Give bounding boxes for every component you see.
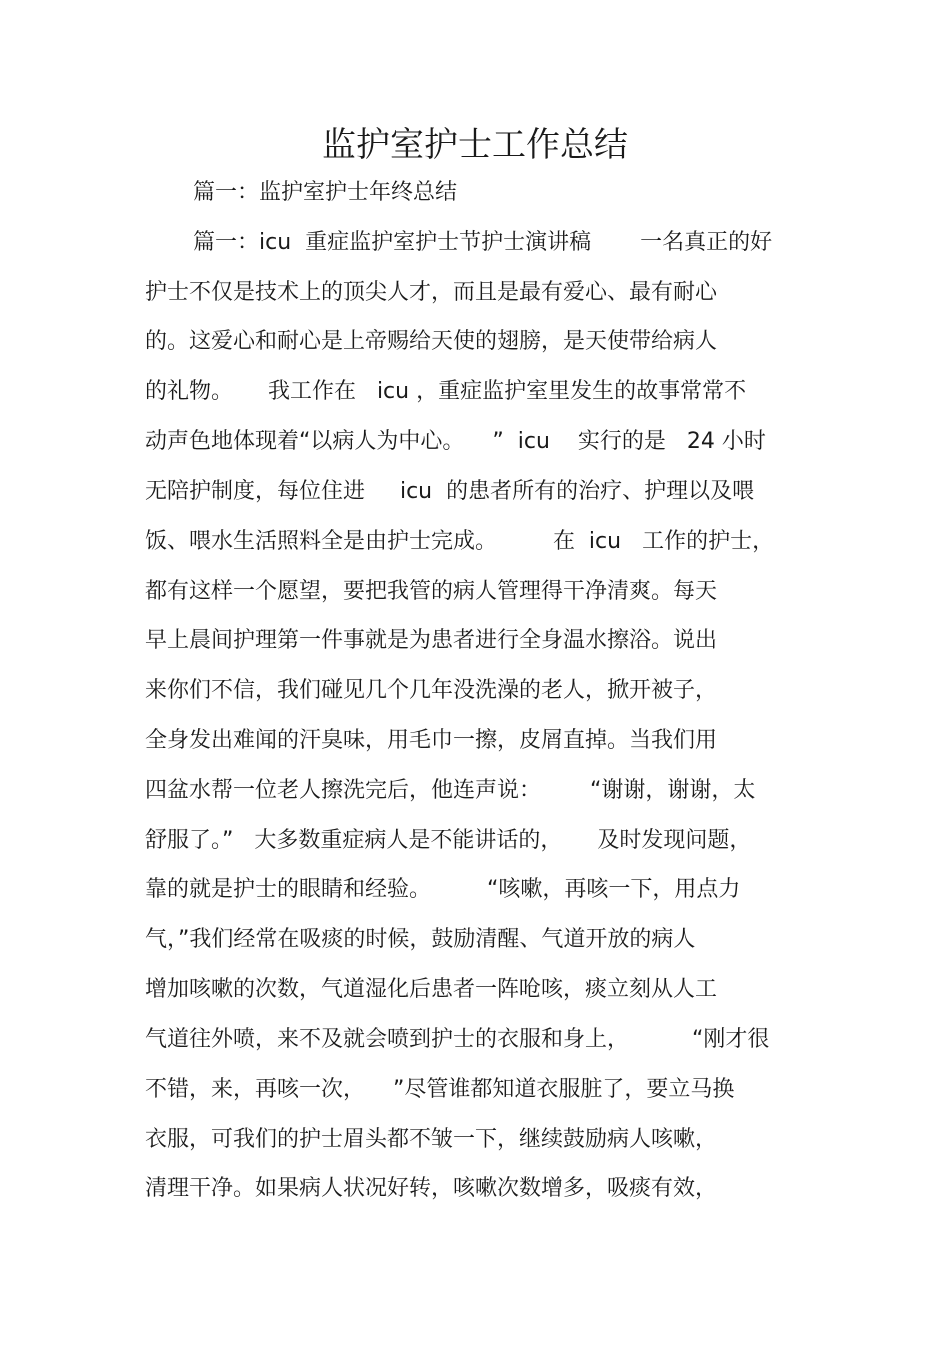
document-title: 监护室护士工作总结 [322,125,628,165]
paragraph-line: 气，”我们经常在吸痰的时候，鼓励清醒、气道开放的病人 [145,927,696,952]
paragraph-line: 靠的就是护士的眼睛和经验。 “咳嗽，再咳一下，用点力 [145,877,741,902]
paragraph-line: 篇一：icu 重症监护室护士节护士演讲稿 一名真正的好 [193,230,773,255]
paragraph-line: 的。这爱心和耐心是上帝赐给天使的翅膀，是天使带给病人 [145,329,718,354]
paragraph-line: 衣服，可我们的护士眉头都不皱一下，继续鼓励病人咳嗽， [145,1127,718,1152]
paragraph-line: 饭、喂水生活照料全是由护士完成。 在 icu 工作的护士， [145,529,775,554]
paragraph-line: 清理干净。如果病人状况好转，咳嗽次数增多，吸痰有效， [145,1176,718,1201]
paragraph-line: 气道往外喷，来不及就会喷到护士的衣服和身上， “刚才很 [145,1027,770,1052]
paragraph-line: 早上晨间护理第一件事就是为患者进行全身温水擦浴。说出 [145,628,718,653]
paragraph-line: 无陪护制度，每位住进 icu 的患者所有的治疗、护理以及喂 [145,479,755,504]
paragraph-line: 动声色地体现着“以病人为中心。 ” icu 实行的是 24 小时 [145,429,766,454]
paragraph-line: 不错，来，再咳一次， ”尽管谁都知道衣服脏了，要立马换 [145,1077,735,1102]
paragraph-line: 四盆水帮一位老人擦洗完后，他连声说： “谢谢，谢谢，太 [145,778,756,803]
paragraph-line: 来你们不信，我们碰见几个几年没洗澡的老人，掀开被子， [145,678,718,703]
paragraph-line: 的礼物。 我工作在 icu ，重症监护室里发生的故事常常不 [145,379,747,404]
paragraph-line: 增加咳嗽的次数，气道湿化后患者一阵呛咳，痰立刻从人工 [145,977,718,1002]
paragraph-line: 全身发出难闻的汗臭味，用毛巾一擦，皮屑直掉。当我们用 [145,728,718,753]
section-heading: 篇一：监护室护士年终总结 [193,180,458,205]
paragraph-line: 舒服了。” 大多数重症病人是不能讲话的， 及时发现问题， [145,828,752,853]
paragraph-line: 都有这样一个愿望，要把我管的病人管理得干净清爽。每天 [145,579,718,604]
paragraph-line: 护士不仅是技术上的顶尖人才，而且是最有爱心、最有耐心 [145,280,718,305]
